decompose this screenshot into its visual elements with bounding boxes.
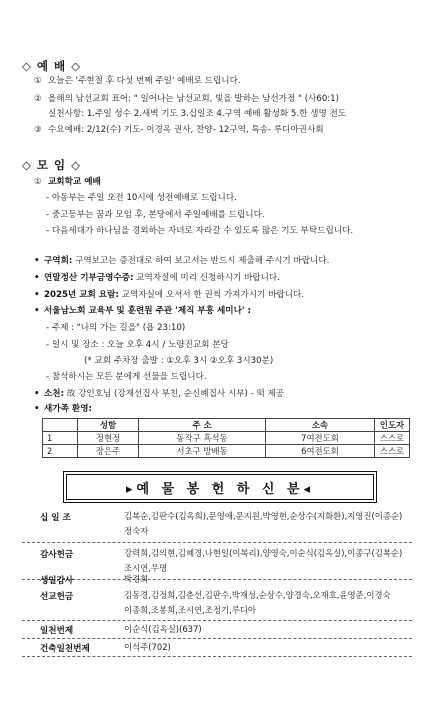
- school-line-3: - 다음세대가 하나님을 경외하는 자녀로 자라갈 수 있도록 많은 기도 부탁드립니다.: [46, 226, 354, 236]
- item-text: 수요예배: 2/12(수) 기도- 이경옥 권사, 찬양- 12구역, 특송- 루디아권사회: [48, 125, 324, 135]
- divider: [22, 656, 412, 657]
- offering-label-thousand: 일천번제: [40, 626, 74, 636]
- offering-value-thousand: 이순식(김옥실)(637): [124, 624, 202, 634]
- notice-district: • 구역회: 구역보고는 증전대로 하여 보고서는 반드시 제출해 주시기 바랍니다.: [34, 256, 330, 266]
- new-family-table: [42, 418, 410, 458]
- table-cell: 6여전도회: [266, 445, 375, 458]
- notice-seminar: • 서울남노회 교육부 및 훈련원 주관 '제직 부흥 세미나' :: [34, 306, 251, 316]
- notice-condolence: • 소천: 故 강인호님 (강재선집사 부친, 순신혜집사 시부) - 떡 제공: [34, 389, 285, 399]
- notice-label: 서울남노회 교육부 및 훈련원 주관 '제직 부흥 세미나' :: [44, 306, 251, 316]
- seminar-time-place: - 일시 및 장소 : 오늘 오후 4시 / 노량진교회 본당: [46, 340, 229, 350]
- school-line-1: - 아동부는 주일 오전 10시에 성전예배로 드립니다.: [46, 193, 237, 203]
- notice-text: 구역보고는 증전대로 하여 보고서는 반드시 제출해 주시기 바랍니다.: [72, 256, 330, 266]
- item-number: ①: [34, 76, 42, 86]
- item-number: ③: [34, 125, 42, 135]
- notice-label: 소천:: [44, 389, 65, 399]
- table-cell: 장은주: [78, 445, 139, 458]
- seminar-topic: - 주제 : "나의 가는 길을" (욥 23:10): [46, 323, 186, 333]
- table-cell: 2: [43, 445, 78, 458]
- notice-new-family: • 새가족 환영:: [34, 404, 92, 414]
- table-row: [43, 445, 410, 458]
- worship-item-3: [34, 124, 324, 137]
- offering-value-thanks: 강력희,김의현,김혜경,나현일(이복리),양영숙,이순식(김옥실),이종구(김복순) 조시연,무명: [124, 548, 403, 573]
- table-cell: 스스로: [375, 432, 410, 445]
- table-header-cell: 인도자: [375, 419, 410, 432]
- item-text: 오늘은 '주현절 후 다섯 번째 주일' 예배로 드립니다.: [48, 76, 241, 86]
- divider: [22, 638, 412, 639]
- notice-text: 교역자실에 미리 신청하시기 바랍니다.: [133, 273, 280, 283]
- table-cell: 1: [43, 432, 78, 445]
- divider: [22, 542, 412, 543]
- table-cell: 서초구 방배동: [139, 445, 266, 458]
- offering-value-building: 이석주(702): [124, 642, 171, 652]
- table-header-cell: 소속: [266, 419, 375, 432]
- offering-value-birthday: 박경희: [124, 574, 149, 584]
- seminar-gift: - 참석하시는 모든 분에게 선물을 드립니다.: [46, 372, 207, 382]
- school-heading-text: 교회학교 예배: [48, 177, 101, 187]
- table-row: [43, 432, 410, 445]
- item-number: ②: [34, 94, 42, 104]
- offering-value-tithe: 김복순,김판수(김옥희),문영애,문지원,박영현,순상수(지화환),지영진(이종순) 정숙자: [124, 511, 403, 536]
- table-header-cell: [43, 419, 78, 432]
- item-text: 올해의 남선교회 표어: " 일어나는 남선교회, 빛을 발하는 남선가정 " (사60:1): [48, 94, 339, 104]
- offering-label-tithe: 십 일 조: [40, 513, 71, 523]
- offering-label-building: 건축일천번제: [40, 644, 90, 654]
- table-cell: 스스로: [375, 445, 410, 458]
- offering-label-mission: 선교헌금: [40, 592, 74, 602]
- notice-tax-receipt: • 연말정산 기부금영수증: 교역자실에 미리 신청하시기 바랍니다.: [34, 273, 280, 283]
- worship-item-2: [34, 93, 339, 106]
- table-cell: 동작구 흑석동: [139, 432, 266, 445]
- divider: [22, 620, 412, 621]
- notice-text: 교역자실에 오셔서 한 권씩 가져가시기 바랍니다.: [118, 290, 305, 300]
- table-cell: 정현정: [78, 432, 139, 445]
- worship-section-title: ◇ 예 배 ◇: [22, 59, 81, 73]
- offering-label-thanks: 감사헌금: [40, 550, 74, 560]
- offering-label-birthday: 생일감사: [40, 576, 74, 586]
- notice-church-yearbook: • 2025년 교회 요람: 교역자실에 오셔서 한 권씩 가져가시기 바랍니다.: [34, 290, 305, 300]
- meeting-section-title: ◇ 모 임 ◇: [22, 158, 81, 172]
- notice-label: 구역회:: [44, 256, 73, 266]
- item-number: ①: [34, 177, 42, 187]
- table-header-row: [43, 419, 410, 432]
- notice-label: 2025년 교회 요람:: [44, 290, 119, 300]
- notice-label: 새가족 환영:: [44, 404, 92, 414]
- item-text: 실천사항: 1.주일 성수 2.새벽 기도 3.십일조 4.구역 예배 활성화 5.한 생명 전도: [48, 109, 347, 119]
- worship-item-2-practice: [48, 108, 346, 121]
- offering-value-mission: 김동경,김정희,김춘선,김판수,박재성,순상수,양경숙,오재호,윤영준,이경숙 이종희,조봉희,조시연,조정기,루디아: [124, 590, 391, 615]
- offering-banner: ▸예 물 봉 헌 하 신 분◂: [66, 474, 374, 500]
- school-heading: [34, 176, 101, 189]
- notice-text: 故 강인호님 (강재선집사 부친, 순신혜집사 시부) - 떡 제공: [64, 389, 285, 399]
- seminar-parking: (* 교회 주차장 출발 : ①오후 3시 ②오후 3시30분): [84, 356, 274, 366]
- table-header-cell: 성함: [78, 419, 139, 432]
- notice-label: 연말정산 기부금영수증:: [44, 273, 134, 283]
- table-header-cell: 주 소: [139, 419, 266, 432]
- worship-item-1: [34, 75, 241, 88]
- table-cell: 7여전도회: [266, 432, 375, 445]
- school-line-2: - 중고등부는 꿈과 모임 후, 본당에서 주일예배를 드립니다.: [46, 210, 265, 220]
